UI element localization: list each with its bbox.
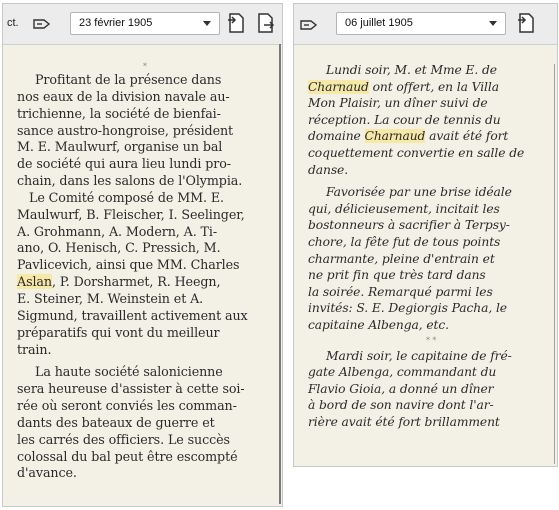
text-line: d'avance. xyxy=(17,465,77,481)
date-select[interactable] xyxy=(336,12,506,35)
text-line: bostonneurs à sacrifier à Terpsy- xyxy=(308,218,510,233)
text-line: Mardi soir, le capitaine de fré- xyxy=(326,348,512,363)
page-icon[interactable] xyxy=(226,11,246,39)
text-line: sance austro-hongroise, président xyxy=(17,122,234,138)
asterisk-ornament: * xyxy=(143,62,147,71)
label-icon[interactable] xyxy=(33,16,51,35)
search-highlight[interactable]: Aslan xyxy=(17,274,52,290)
paragraph-2 xyxy=(308,184,553,333)
text-fragment: ont offert, en la Villa xyxy=(368,79,499,94)
text-line xyxy=(17,274,279,291)
page-export-icon[interactable] xyxy=(256,11,276,39)
column-rule xyxy=(554,64,555,464)
text-line: Sigmund, travaillent activement aux xyxy=(17,307,248,323)
text-line: invités: S. E. Degiorgis Pacha, le xyxy=(308,301,507,316)
left-article-text xyxy=(17,72,279,482)
text-line: M. E. Maulwurf, organise un bal xyxy=(17,139,223,155)
asterisk-ornament: * * xyxy=(426,335,437,345)
text-line: La haute société salonicienne xyxy=(35,364,223,380)
text-line: Pavlicevich, ainsi que MM. Charles xyxy=(17,257,240,273)
text-line: Maulwurf, B. Fleischer, I. Seelinger, xyxy=(17,206,245,222)
left-toolbar xyxy=(3,4,282,45)
text-line: sera heureuse d'assister à cette soi- xyxy=(17,381,245,397)
text-line: chore, la fête fut de tous points xyxy=(308,234,501,249)
text-line: train. xyxy=(17,341,52,357)
text-fragment: domaine xyxy=(308,129,365,144)
text-line: la soirée. Remarqué parmi les xyxy=(308,284,493,299)
text-line: chain, dans les salons de l'Olympia. xyxy=(17,173,243,189)
text-line: Mon Plaisir, un dîner suivi de xyxy=(308,96,488,111)
right-toolbar xyxy=(294,4,557,45)
text-line xyxy=(308,128,553,145)
text-line: rée où seront conviés les comman- xyxy=(17,398,237,414)
text-line: préparatifs qui vont du meilleur xyxy=(17,324,220,340)
search-highlight[interactable]: Charnaud xyxy=(308,79,369,94)
text-line: Le Comité composé de MM. E. xyxy=(29,189,224,205)
text-line: E. Steiner, M. Weinstein et A. xyxy=(17,290,204,306)
date-select[interactable] xyxy=(70,12,220,35)
text-line: de société qui aura lieu lundi pro- xyxy=(17,156,231,172)
paragraph-3 xyxy=(308,348,553,431)
cut-label: ct. xyxy=(7,17,19,29)
column-rule xyxy=(279,44,281,504)
right-article-text xyxy=(308,62,553,430)
label-icon[interactable] xyxy=(300,17,318,36)
search-highlight[interactable]: Charnaud xyxy=(364,129,426,144)
text-line: coquettement convertie en salle de xyxy=(308,145,525,160)
chevron-down-icon xyxy=(203,21,211,26)
text-line: Flavio Gioia, a donné un dîner xyxy=(308,381,494,396)
paragraph-2 xyxy=(17,190,279,358)
text-line: à bord de son navire dont l'ar- xyxy=(308,398,494,413)
text-line: trichienne, la société de bienfai- xyxy=(17,105,221,121)
text-line: Favorisée par une brise idéale xyxy=(326,185,512,200)
left-clipping-panel xyxy=(2,3,283,507)
text-line: ano, O. Henisch, C. Pressich, M. xyxy=(17,240,221,256)
chevron-down-icon xyxy=(489,21,497,26)
text-line: capitaine Albenga, etc. xyxy=(308,317,449,332)
text-line: qui, délicieusement, incitait les xyxy=(308,201,500,216)
paragraph-1 xyxy=(308,62,553,178)
text-line: danse. xyxy=(308,162,349,177)
text-line: dants des bateaux de guerre et xyxy=(17,414,215,430)
text-line: ne prit fin que très tard dans xyxy=(308,268,486,283)
text-line: réception. La cour de tennis du xyxy=(308,112,501,127)
text-fragment: , P. Dorsharmet, R. Heegn, xyxy=(51,274,221,290)
text-line: rière avait été fort brillamment xyxy=(308,414,500,429)
date-value: 23 février 1905 xyxy=(79,17,153,29)
text-line: les carrés des officiers. Le succès xyxy=(17,431,230,447)
text-line: nos eaux de la division navale au- xyxy=(17,88,230,104)
text-line: colossal du bal peut être escompté xyxy=(17,448,238,464)
paragraph-3 xyxy=(17,364,279,482)
date-value: 06 juillet 1905 xyxy=(345,17,413,29)
text-line: gate Albenga, commandant du xyxy=(308,365,497,380)
text-fragment: avait été fort xyxy=(425,129,509,144)
right-clipping-panel xyxy=(293,3,558,467)
text-line: charmante, pleine d'entrain et xyxy=(308,251,495,266)
paragraph-1 xyxy=(17,72,279,190)
page-icon[interactable] xyxy=(516,11,536,39)
text-line: Lundi soir, M. et Mme E. de xyxy=(326,63,497,77)
text-line xyxy=(308,79,553,96)
text-line: Profitant de la présence dans xyxy=(35,72,222,87)
text-line: A. Grohmann, A. Modern, A. Ti- xyxy=(17,223,218,239)
